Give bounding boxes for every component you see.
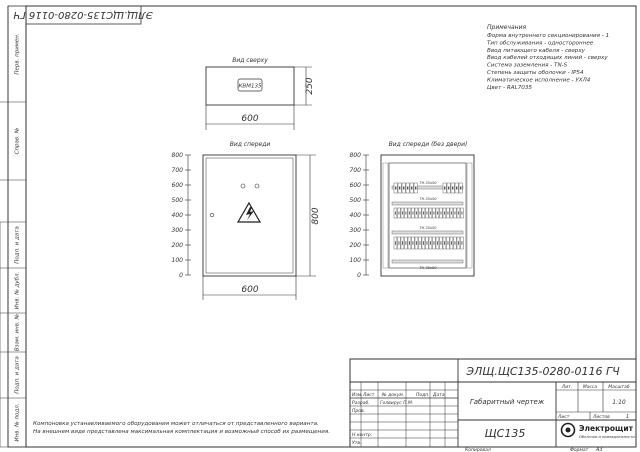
sheet-label: Лист — [558, 415, 570, 420]
breaker-toggle — [448, 241, 449, 245]
title-block-name: Габаритный чертеж — [469, 398, 545, 406]
breaker-toggle — [416, 212, 417, 215]
sheets-value: 1 — [626, 414, 630, 420]
breaker-toggle — [434, 212, 435, 215]
scale-left-tick-label: 200 — [171, 242, 183, 249]
breaker-toggle — [399, 187, 400, 190]
notes — [487, 24, 609, 91]
breaker-toggle — [406, 241, 407, 245]
left-strip-label: Подп. и дата — [14, 356, 21, 394]
company-logo — [562, 424, 575, 437]
breaker-toggle — [413, 212, 414, 215]
breaker-toggle — [407, 187, 408, 190]
sheets-label: Листов — [593, 415, 610, 420]
din-rail — [392, 231, 463, 234]
row-approved: Утв. — [352, 441, 362, 446]
format-label: Формат — [570, 448, 589, 452]
note-item: Форма внутреннего секционирования - 1 — [487, 33, 610, 39]
breaker-toggle — [411, 187, 412, 190]
breaker-toggle — [437, 212, 438, 215]
breaker-toggle — [444, 212, 445, 215]
top-view-title: Вид сверху — [232, 57, 268, 64]
note-item: Ввод кабелей отходящих линий - сверху — [487, 55, 608, 62]
hazard-sign — [238, 203, 260, 222]
breaker-toggle — [441, 212, 442, 215]
note-item: Цвет - RAL7035 — [487, 84, 532, 91]
note-item: Система заземления - TN-S — [487, 62, 568, 69]
note-item: Тип обслуживания - одностороннее — [487, 40, 594, 47]
scale-label: Масштаб — [608, 385, 630, 390]
cable-duct-right — [467, 163, 472, 268]
scale-right-tick-label: 100 — [349, 257, 361, 264]
left-strip-label: Инв. № дубл. — [14, 271, 21, 310]
indicator-lamp-1 — [241, 184, 245, 188]
top-width-value: 600 — [241, 114, 259, 124]
breaker-toggle — [437, 241, 438, 245]
scale-left-tick-label: 700 — [171, 167, 183, 174]
scale-left — [172, 152, 191, 279]
breaker-toggle — [444, 187, 445, 190]
breaker-toggle — [409, 212, 410, 215]
breaker-toggle — [423, 241, 424, 245]
breaker-toggle — [402, 212, 403, 215]
breaker-toggle — [462, 212, 463, 215]
front-nodoor-title: Вид спереди (без двери) — [388, 141, 468, 148]
left-strip-label: Перв. примен. — [14, 33, 21, 75]
breaker-toggle — [423, 212, 424, 215]
din-rail-label: ТН-35х50 — [419, 197, 437, 201]
breaker-toggle — [451, 241, 452, 245]
breaker-toggle — [420, 241, 421, 245]
top-view-label: КВМ135 — [238, 83, 262, 90]
copied-label: Копировал — [465, 448, 491, 452]
breaker-toggle — [395, 241, 396, 245]
breaker-toggle — [406, 212, 407, 215]
din-rail-label: ТН-35х50 — [419, 266, 437, 270]
breaker-toggle — [409, 241, 410, 245]
left-strip-label: Инв. № подл. — [14, 403, 21, 442]
scale-left-tick-label: 400 — [171, 212, 183, 219]
notes-title: Примечания — [487, 24, 527, 31]
breaker-toggle — [395, 212, 396, 215]
front-width-value: 600 — [241, 285, 259, 295]
breaker-toggle — [403, 187, 404, 190]
din-rail-label: ТН-35х50 — [419, 181, 437, 185]
scale-right — [350, 152, 369, 279]
row-developer-name: Голвирус П.М. — [380, 401, 414, 406]
scale-right-tick-label: 400 — [349, 212, 361, 219]
company-name: Электрощит — [579, 424, 633, 433]
company-sub: Оболочки и принадлежности — [579, 435, 635, 439]
scale-right-tick-label: 300 — [349, 227, 361, 234]
breaker-toggle — [430, 212, 431, 215]
breaker-toggle — [427, 241, 428, 245]
top-depth-value: 250 — [305, 77, 315, 95]
breaker-toggle — [434, 241, 435, 245]
row-developed: Разраб. — [352, 401, 370, 406]
left-strip-label: Справ. № — [14, 127, 21, 155]
front-height-value: 800 — [311, 207, 321, 225]
breaker-toggle — [441, 241, 442, 245]
bottom-note-2: На внешнем виде представлена максимальная комплектация и возможный способ их размещения. — [33, 429, 330, 435]
breaker-toggle — [395, 187, 396, 190]
left-strip-dividers — [0, 102, 26, 447]
row-checked: Пров. — [352, 409, 366, 414]
left-strip-label: Взам. инв. № — [14, 313, 21, 352]
title-block-product: ЩС135 — [484, 427, 526, 440]
breaker-toggle — [399, 212, 400, 215]
breaker-toggle — [448, 187, 449, 190]
hdr-list: Лист — [363, 393, 375, 398]
front-view-title: Вид спереди — [229, 141, 271, 148]
hdr-doc: № докум. — [382, 393, 405, 398]
breaker-toggle — [452, 187, 453, 190]
row-ncontrol: Н.контр. — [352, 433, 373, 438]
breaker-toggle — [460, 187, 461, 190]
scale-left-tick-label: 0 — [179, 272, 183, 279]
bottom-note-1: Компоновка устанавливаемого оборудования может отличаться от представленного варианта. — [33, 421, 319, 427]
scale-right-tick-label: 800 — [349, 152, 361, 159]
scale-left-tick-label: 500 — [171, 197, 183, 204]
breaker-toggle — [458, 212, 459, 215]
door-lock — [210, 213, 214, 217]
cable-duct-left — [383, 163, 388, 268]
breaker-toggle — [416, 241, 417, 245]
hdr-izm: Изм. — [352, 393, 363, 398]
note-item: Степень защиты оболочки - IP54 — [487, 70, 584, 76]
breaker-toggle — [451, 212, 452, 215]
scale-right-tick-label: 200 — [349, 242, 361, 249]
breaker-toggle — [455, 241, 456, 245]
scale-right-tick-label: 600 — [349, 182, 361, 189]
din-rails — [392, 181, 463, 270]
mass-label: Масса — [582, 385, 598, 390]
scale-left-tick-label: 100 — [171, 257, 183, 264]
lit-label: Лит. — [561, 385, 573, 390]
scale-left-tick-label: 800 — [171, 152, 183, 159]
indicator-lamp-2 — [255, 184, 259, 188]
breaker-toggle — [444, 241, 445, 245]
title-block-code: ЭЛЩ.ЩС135-0280-0116 ГЧ — [466, 365, 620, 378]
hdr-date: Дата — [433, 393, 445, 398]
breaker-toggle — [420, 212, 421, 215]
breaker-toggle — [413, 241, 414, 245]
breaker-toggle — [430, 241, 431, 245]
breaker-toggle — [415, 187, 416, 190]
scale-right-tick-label: 700 — [349, 167, 361, 174]
left-strip-labels — [15, 33, 21, 441]
scale-right-tick-label: 0 — [357, 272, 361, 279]
breaker-toggle — [427, 212, 428, 215]
scale-left-tick-label: 300 — [171, 227, 183, 234]
breaker-toggle — [402, 241, 403, 245]
breaker-toggle — [456, 187, 457, 190]
din-rail-label: ТН-35х50 — [419, 226, 437, 230]
note-item: Ввод питающего кабеля - сверху — [487, 47, 585, 54]
left-strip-label: Подп. и дата — [14, 226, 21, 264]
note-item: Климатическое исполнение - УХЛ4 — [487, 77, 591, 84]
din-rail — [392, 260, 463, 263]
breaker-toggle — [448, 212, 449, 215]
breaker-toggle — [399, 241, 400, 245]
breaker-toggle — [462, 241, 463, 245]
breaker-toggle — [455, 212, 456, 215]
din-rail — [392, 202, 463, 205]
scale-value: 1:10 — [612, 399, 626, 406]
scale-right-tick-label: 500 — [349, 197, 361, 204]
breaker-toggle — [458, 241, 459, 245]
scale-left-tick-label: 600 — [171, 182, 183, 189]
format-value: А3 — [596, 447, 603, 452]
hdr-sign: Подп. — [416, 393, 430, 398]
rotated-drawing-code: ЭЛЩ.ЩС135-0280-0116 ГЧ — [13, 9, 153, 20]
